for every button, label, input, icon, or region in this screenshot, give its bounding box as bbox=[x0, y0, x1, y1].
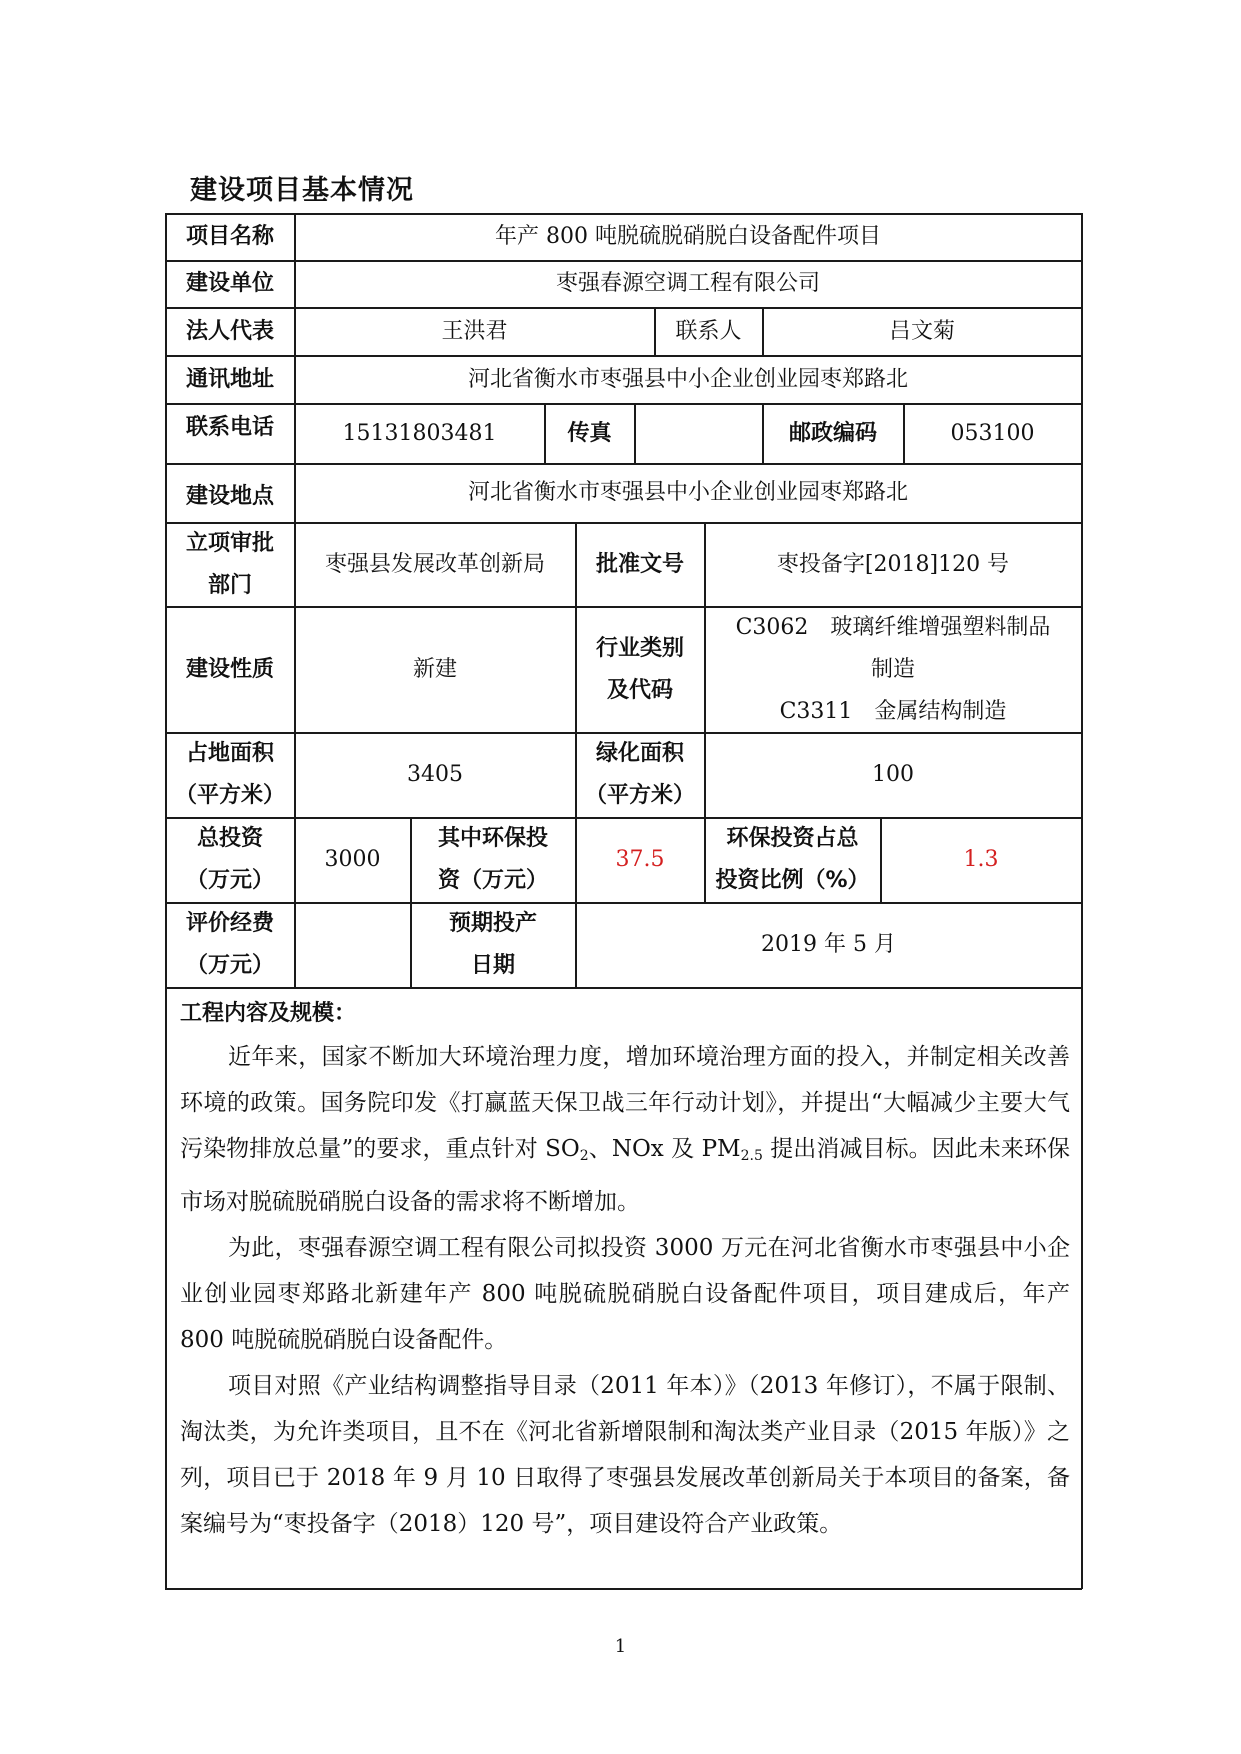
contact-value: 吕文菊 bbox=[888, 318, 955, 344]
eval-fee-label bbox=[166, 903, 294, 987]
industry-value bbox=[705, 607, 1081, 732]
paragraph-3: 项目对照《产业结构调整指导目录（2011 年本）》（2013 年修订），不属于限制、淘汰类，为允许类项目，且不在《河北省新增限制和淘汰类产业目录（2015 年版）》之列，项目已于 2018 年 9 月 10 日取得了枣强县发展改革创新局关于本项目的备案，备案编号为“枣投备字（2018）120 号”，项目建设符合产业政策。 bbox=[180, 1373, 1070, 1537]
industry-code-1: C3062 玻璃纤维增强塑料制品 bbox=[735, 614, 1051, 640]
area-value: 3405 bbox=[407, 762, 463, 787]
green-area-label-line1: 绿化面积 bbox=[595, 741, 684, 766]
env-ratio-label-line1: 环保投资占总 bbox=[726, 826, 859, 851]
industry-code-1-cont: 制造 bbox=[870, 656, 915, 682]
approval-dept-label-line1: 立项审批 bbox=[185, 530, 274, 556]
approval-dept-label bbox=[166, 523, 294, 606]
industry-label-line1: 行业类别 bbox=[595, 635, 684, 661]
address-value: 河北省衡水市枣强县中小企业创业园枣郑路北 bbox=[467, 366, 908, 392]
approval-dept-value: 枣强县发展改革创新局 bbox=[324, 551, 545, 577]
paragraph-1: 近年来，国家不断加大环境治理力度，增加环境治理方面的投入，并制定相关改善环境的政策。国务院印发《打赢蓝天保卫战三年行动计划》，并提出“大幅减少主要大气污染物排放总量”的要求，重点针对 $SO_2$、NOx 及 $PM_{2.5}$ 提出消减目标。因此未来环保市场对脱硫脱硝脱白设备的需求将不断增加。 bbox=[180, 1044, 1071, 1215]
fax-label: 传真 bbox=[567, 420, 612, 446]
builder-value: 枣强春源空调工程有限公司 bbox=[555, 271, 820, 296]
project-name-value: 年产 800 吨脱硫脱硝脱白设备配件项目 bbox=[495, 224, 881, 249]
industry-code-2: C3311 金属结构制造 bbox=[779, 698, 1007, 724]
phone-value: 15131803481 bbox=[342, 420, 497, 446]
env-ratio-value: 1.3 bbox=[963, 847, 999, 872]
eval-fee-value bbox=[295, 903, 410, 987]
section-body bbox=[180, 1034, 1070, 1547]
green-area-label-line2: （平方米） bbox=[584, 783, 695, 808]
total-investment-label bbox=[166, 818, 294, 902]
approval-doc-value: 枣投备字[2018]120 号 bbox=[776, 551, 1010, 577]
area-label bbox=[166, 733, 294, 817]
contact-label: 联系人 bbox=[675, 318, 742, 344]
env-investment-label-line1: 其中环保投 bbox=[437, 826, 548, 851]
green-area-label bbox=[576, 733, 704, 817]
legal-rep-value: 王洪君 bbox=[441, 318, 508, 344]
industry-label bbox=[576, 607, 704, 732]
env-investment-label bbox=[411, 818, 575, 902]
section-label: 工程内容及规模： bbox=[180, 1001, 357, 1026]
green-area-value: 100 bbox=[872, 762, 914, 787]
eval-fee-label-line2: （万元） bbox=[185, 953, 274, 978]
site-label: 建设地点 bbox=[185, 484, 274, 509]
postcode-value: 053100 bbox=[950, 420, 1035, 446]
page-number: 1 bbox=[614, 1636, 627, 1657]
production-date-value: 2019 年 5 月 bbox=[761, 932, 896, 957]
postcode-label: 邮政编码 bbox=[788, 420, 877, 446]
production-date-label bbox=[411, 903, 575, 987]
area-label-line2: （平方米） bbox=[174, 783, 285, 808]
phone-label: 联系电话 bbox=[185, 415, 274, 440]
total-investment-label-line2: （万元） bbox=[185, 868, 274, 893]
site-value: 河北省衡水市枣强县中小企业创业园枣郑路北 bbox=[467, 480, 908, 505]
approval-dept-label-line2: 部门 bbox=[207, 572, 252, 598]
production-date-label-line1: 预期投产 bbox=[448, 911, 537, 936]
env-ratio-label-line2: 投资比例（%） bbox=[715, 868, 870, 893]
address-label: 通讯地址 bbox=[185, 366, 274, 392]
approval-doc-label: 批准文号 bbox=[595, 551, 684, 577]
env-investment-label-line2: 资（万元） bbox=[437, 868, 548, 893]
nature-value: 新建 bbox=[412, 656, 457, 682]
project-name-label: 项目名称 bbox=[185, 224, 274, 249]
total-investment-label-line1: 总投资 bbox=[196, 826, 263, 851]
builder-label: 建设单位 bbox=[185, 271, 274, 296]
industry-label-line2: 及代码 bbox=[606, 677, 673, 703]
legal-rep-label: 法人代表 bbox=[185, 318, 274, 344]
fax-value bbox=[635, 404, 762, 463]
page-title: 建设项目基本情况 bbox=[190, 175, 414, 206]
paragraph-2: 为此，枣强春源空调工程有限公司拟投资 3000 万元在河北省衡水市枣强县中小企业创业园枣郑路北新建年产 800 吨脱硫脱硝脱白设备配件项目，项目建成后，年产 800 吨脱硫脱硝脱白设备配件。 bbox=[180, 1235, 1070, 1353]
env-investment-value: 37.5 bbox=[615, 847, 665, 872]
nature-label: 建设性质 bbox=[185, 656, 274, 682]
area-label-line1: 占地面积 bbox=[185, 741, 274, 766]
production-date-label-line2: 日期 bbox=[470, 953, 515, 978]
eval-fee-label-line1: 评价经费 bbox=[185, 911, 274, 936]
env-ratio-label bbox=[705, 818, 880, 902]
total-investment-value: 3000 bbox=[324, 847, 381, 872]
